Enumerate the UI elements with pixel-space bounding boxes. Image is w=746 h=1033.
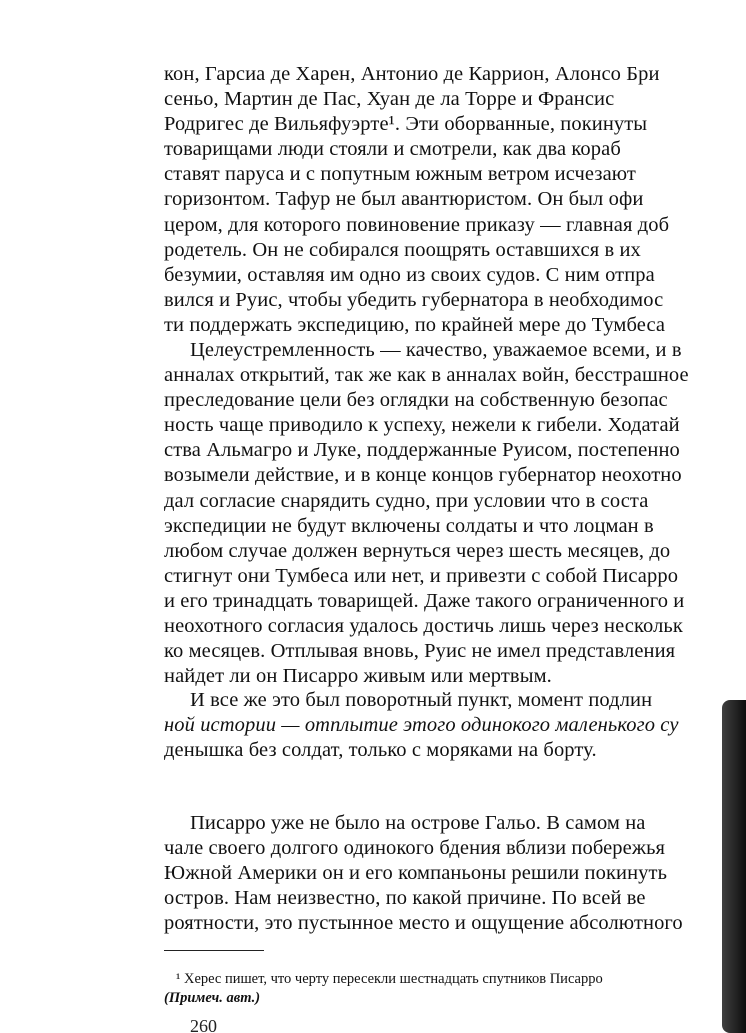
text-line: цером, для которого повиновение приказу — главная доб <box>164 213 670 236</box>
text-line: Родригес де Вильяфуэрте¹. Эти оборванные, покинуты <box>164 113 648 136</box>
text-line: горизонтом. Тафур не был авантюристом. Он был офи <box>164 188 644 211</box>
text-line: И все же это был поворотный пункт, момент подлин <box>190 689 653 711</box>
text-line: сеньо, Мартин де Пас, Хуан де ла Торре и Франсис <box>164 88 615 111</box>
text-line: Писарро уже не было на острове Гальо. В самом на <box>190 812 646 834</box>
text-line: безумии, оставляя им одно из своих судов. С ним отпра <box>164 263 655 286</box>
text-line: любом случае должен вернуться через шесть месяцев, до <box>164 539 671 562</box>
text-line: ставят паруса и с попутным южным ветром исчезают <box>164 163 636 186</box>
text-line: роятности, это пустынное место и ощущение абсолютного <box>164 912 683 935</box>
text-line: товарищами люди стояли и смотрели, как два кораб <box>164 138 621 161</box>
scan-shadow <box>722 700 746 1033</box>
footnote-note: (Примеч. авт.) <box>164 990 261 1006</box>
paragraph-3 <box>164 688 744 763</box>
text-line: родетель. Он не собирался поощрять оставшихся в их <box>164 238 641 261</box>
text-line: остров. Нам неизвестно, по какой причине. По всей ве <box>164 887 646 910</box>
text-line: экспедиции не будут включены солдаты и что лоцман в <box>164 514 654 537</box>
text-line: дал согласие снарядить судно, при условии что в соста <box>164 489 649 512</box>
text-line: Южной Америки он и его компаньоны решили покинуть <box>164 862 668 885</box>
text-line: чале своего долгого одинокого бдения вблизи побережья <box>164 837 666 860</box>
text-line: ность чаще приводило к успеху, нежели к гибели. Ходатай <box>164 414 680 437</box>
paragraph-4 <box>164 811 744 936</box>
paragraph-2 <box>164 338 744 689</box>
text-line: Целеустремленность — качество, уважаемое всеми, и в <box>190 339 682 361</box>
text-line: неохотного согласия удалось достичь лишь через нескольк <box>164 615 683 638</box>
text-line: ства Альмагро и Луке, поддержанные Руисом, постепенно <box>164 439 680 462</box>
text-line: вился и Руис, чтобы убедить губернатора в необходимос <box>164 288 664 311</box>
text-line: денышка без солдат, только с моряками на борту. <box>164 739 597 762</box>
text-line: найдет ли он Писарро живым или мертвым. <box>164 665 552 688</box>
text-line: и его тринадцать товарищей. Даже такого ограниченного и <box>164 589 685 612</box>
paragraph-1 <box>164 62 744 338</box>
text-line: ти поддержать экспедицию, по крайней мере до Тумбеса <box>164 313 666 336</box>
page-number: 260 <box>190 1016 217 1033</box>
text-line: стигнут они Тумбеса или нет, и привезти с собой Писарро <box>164 564 679 587</box>
footnote-text: ¹ Херес пишет, что черту пересекли шестнадцать спутников Писарро <box>176 971 603 987</box>
text-line: кон, Гарсиа де Харен, Антонио де Каррион, Алонсо Бри <box>164 63 660 85</box>
text-line: преследование цели без оглядки на собственную безопас <box>164 389 668 412</box>
text-line: анналах открытий, так же как в анналах войн, бесстрашное <box>164 364 689 387</box>
text-line: ко месяцев. Отплывая вновь, Руис не имел представления <box>164 640 676 663</box>
text-line: возымели действие, и в конце концов губернатор неохотно <box>164 464 682 487</box>
footnote <box>164 970 744 1008</box>
text-line: ной истории — отплытие этого одинокого маленького су <box>164 714 679 737</box>
footnote-divider <box>164 950 264 951</box>
